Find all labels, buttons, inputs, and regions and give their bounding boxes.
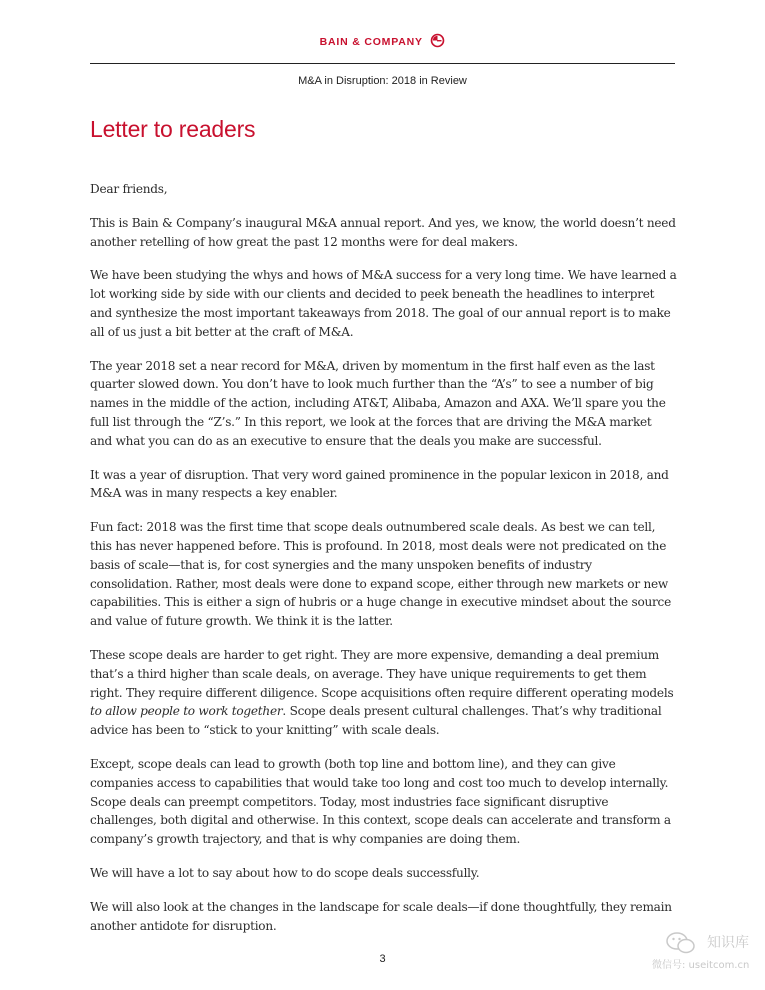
running-title: M&A in Disruption: 2018 in Review xyxy=(298,75,467,87)
watermark xyxy=(652,930,762,974)
paragraph-6 xyxy=(90,646,677,740)
paragraph-8: We will have a lot to say about how to do scope deals successfully. xyxy=(90,865,480,880)
paragraph-6-text-a: These scope deals are harder to get right. They are more expensive, demanding a deal premium that’s a third higher than scale deals, on average. They have unique requirements to get them right. They require different diligence. Scope acquisitions often require different operating models xyxy=(90,647,674,700)
paragraph-9: We will also look at the changes in the landscape for scale deals—if done thoughtfully, they remain another antidote for disruption. xyxy=(90,899,672,933)
watermark-name: 知识库 xyxy=(707,935,749,951)
paragraph-7: Except, scope deals can lead to growth (both top line and bottom line), and they can give companies access to capabilities that would take too long and cost too much to develop internally. Scope deals can preempt competitors. Today, most industries face significant disruptive challenges, both digital and otherwise. In this context, scope deals can accelerate and transform a company’s growth trajectory, and that is why companies are doing them. xyxy=(90,756,671,847)
page-number: 3 xyxy=(379,953,386,965)
bain-logo-icon xyxy=(430,33,445,51)
paragraph-4: It was a year of disruption. That very word gained prominence in the popular lexicon in 2018, and M&A was in many respects a key enabler. xyxy=(90,467,669,501)
brand-header xyxy=(0,33,765,51)
paragraph-6-emphasis: to allow people to work together xyxy=(90,704,283,719)
salutation: Dear friends, xyxy=(90,182,168,196)
page-title: Letter to readers xyxy=(90,116,256,142)
header-divider xyxy=(90,63,675,64)
paragraph-6-text-b: . Scope deals present cultural challenges. That’s why traditional advice has been to “stick to your knitting” with scale deals. xyxy=(90,704,662,738)
paragraph-1: This is Bain & Company’s inaugural M&A annual report. And yes, we know, the world doesn’t need another retelling of how great the past 12 months were for deal makers. xyxy=(90,215,676,249)
letter-body xyxy=(90,180,677,950)
paragraph-3: The year 2018 set a near record for M&A, driven by momentum in the first half even as the last quarter slowed down. You don’t have to look much further than the “A’s” to see a number of big names in the middle of the action, including AT&T, Alibaba, Amazon and AXA. We’ll spare you the full list through the “Z’s.” In this report, we look at the forces that are driving the M&A market and what you can do as an executive to ensure that the deals you make are successful. xyxy=(90,358,666,448)
wechat-icon xyxy=(666,932,696,958)
brand-name: BAIN & COMPANY xyxy=(319,36,423,48)
paragraph-5: Fun fact: 2018 was the first time that scope deals outnumbered scale deals. As best we can tell, this has never happened before. This is profound. In 2018, most deals were not predicated on the basis of scale—that is, for cost synergies and the many unspoken benefits of industry consolidation. Rather, most deals were done to expand scope, either through new markets or new capabilities. This is either a sign of hubris or a huge change in executive mindset about the source and value of future growth. We think it is the latter. xyxy=(90,520,671,629)
paragraph-2: We have been studying the whys and hows of M&A success for a very long time. We have learned a lot working side by side with our clients and decided to peek beneath the headlines to interpret and synthesize the most important takeaways from 2018. The goal of our annual report is to make all of us just a bit better at the craft of M&A. xyxy=(90,268,677,339)
watermark-subtitle: 微信号: useitcom.cn xyxy=(652,960,750,971)
